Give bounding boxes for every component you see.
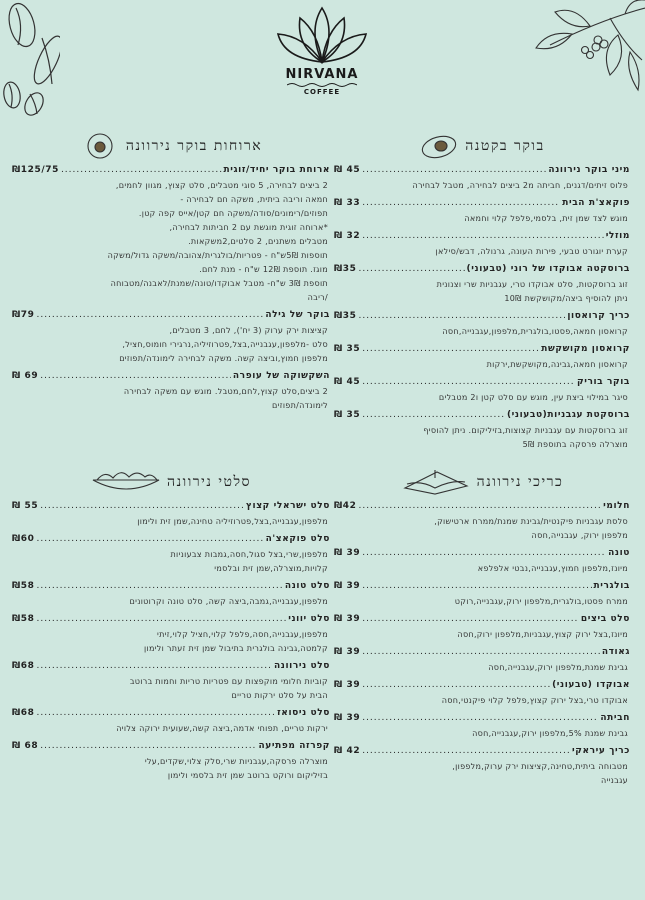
menu-item-price: ₪ 39 [334, 548, 361, 558]
menu-item-name: קפרזה מפתיעה [258, 741, 330, 751]
description-line: חמאה וריבה ביתית, משקה חם לבחירה - [180, 195, 328, 204]
section-title: בוקר בקטנה [465, 137, 545, 154]
description-line: קרואסון חמאה,פסטו,בולגרית,מלפפון,עגבנייה,חסה [442, 327, 628, 336]
menu-item [334, 745, 630, 788]
description-line: מלפפון,עגבנייה,חסה,פלפל קלוי,חציל קלוי,זיתי [157, 630, 328, 639]
menu-item-price: ₪ 39 [334, 680, 361, 690]
dot-leader [358, 310, 565, 323]
menu-item-price: ₪ 42 [334, 746, 361, 756]
section-salads [12, 468, 330, 783]
section-header [12, 132, 330, 160]
menu-item-row [334, 197, 630, 210]
menu-item-description [334, 212, 630, 226]
menu-item-price: ₪ 68 [12, 741, 39, 751]
menu-item-price: ₪58 [12, 614, 35, 624]
menu-item-description [12, 675, 330, 703]
menu-item-name: טונה [608, 548, 630, 558]
menu-item [12, 613, 330, 656]
menu-item-name: אבוקדו (טבעוני) [552, 680, 630, 690]
description-line: מלפפון ירוק, עגבנייה,חסה [531, 531, 628, 540]
menu-item-name: פוקאצ'ת הבית [562, 198, 630, 208]
menu-item-description [334, 727, 630, 741]
section-title: כריכי נירוונה [476, 473, 564, 490]
menu-item-name: בולגרית [593, 581, 630, 591]
menu-item-name: ברוסקטת עגבניות(טבעוני) [506, 410, 630, 420]
dot-leader [362, 547, 606, 560]
dot-leader [362, 164, 546, 177]
menu-item-row [12, 309, 330, 322]
section-title: סלטי נירוונה [167, 473, 251, 490]
menu-item-name: מיני בוקר נירוונה [548, 165, 630, 175]
menu-item [334, 376, 630, 405]
dot-leader [36, 533, 263, 546]
menu-item-description [12, 385, 330, 413]
menu-item-row [334, 580, 630, 593]
menu-item-description [334, 424, 630, 452]
description-line: תוספת 3₪ ש"ח- מטבל אבוקדו/טונה/שמנת/לאבנה/מטבוחה [110, 279, 328, 288]
description-line: פלוס זיתים/דגנים, חביתה מ2 ביצים לבחירה, מטבל לבחירה [412, 181, 628, 190]
description-line: מוצרלה פרסקה,עגבניות שרי,סלק צלוי,שקדים,עלי [144, 757, 328, 766]
coffee-branch-illustration [530, 0, 645, 95]
menu-item-price: ₪35 [334, 311, 357, 321]
menu-item-price: ₪58 [12, 581, 35, 591]
menu-item-row [334, 646, 630, 659]
menu-item-row [334, 164, 630, 177]
menu-item-price: ₪79 [12, 310, 35, 320]
menu-item-row [12, 613, 330, 626]
menu-item-row [12, 707, 330, 720]
menu-item-description [334, 595, 630, 609]
description-line: מלפפון,עגבנייה,בצל,פטרוזיליה טחינה,שמן זית ולימון [137, 517, 328, 526]
menu-item-price: ₪125/75 [12, 165, 59, 175]
menu-item [334, 263, 630, 306]
description-line: מלפפון חמוץ,וביצה קשה. משקה לבחירה לימונדה/תפוזים [119, 354, 328, 363]
menu-item-description [334, 245, 630, 259]
menu-item-price: ₪ 45 [334, 165, 361, 175]
menu-item-name: קרואסון מקושקשת [541, 344, 630, 354]
menu-item-name: חביתה [600, 713, 630, 723]
menu-item-description [334, 694, 630, 708]
menu-item [12, 660, 330, 703]
menu-item-price: ₪ 39 [334, 647, 361, 657]
menu-item-row [334, 613, 630, 626]
menu-item [12, 370, 330, 413]
menu-item-name: סלט טונה [284, 581, 330, 591]
description-line: זוג ברוסקטות, סלט אבוקדו טרי, עגבניות שרי וצנונית [436, 280, 628, 289]
brand-subtitle: COFFEE [303, 88, 341, 96]
description-line: מיונז,מלפפון חמוץ,עגבנייה,נבטי אלפלפא [477, 564, 628, 573]
avocado-icon [419, 132, 459, 160]
menu-item [334, 409, 630, 452]
description-line: הבית על סלט ירקות טריים [231, 691, 328, 700]
menu-item [334, 500, 630, 543]
description-line: מוצרלה פרסקה בתוספת 5₪ [522, 440, 628, 449]
brand-logo [272, 4, 372, 96]
section-header [12, 468, 330, 496]
menu-item [12, 309, 330, 366]
menu-item-price: ₪ 39 [334, 713, 361, 723]
dot-leader [362, 343, 539, 356]
description-line: 2 ביצים לבחירה, 5 סוגי מטבלים, סלט קצוץ, מגוון לחמים, [115, 181, 328, 190]
sandwich-icon [401, 468, 471, 496]
menu-item-price: ₪ 69 [12, 371, 39, 381]
menu-item-row [12, 533, 330, 546]
dot-leader [362, 409, 505, 422]
dot-leader [36, 580, 282, 593]
menu-item-description [334, 628, 630, 642]
section-nirvana-breakfasts [12, 132, 330, 413]
menu-item-description [12, 722, 330, 736]
menu-item-name: סלט ישראלי קצוץ [245, 501, 330, 511]
menu-item-price: ₪ 35 [334, 344, 361, 354]
description-line: *ארוחה זוגית מוגשת עם 2 חביתות לבחירה, [169, 223, 328, 232]
description-line: מטבוחה ביתית,טחינה,קציצות ירק ערוק,מלפפון, [452, 762, 628, 771]
menu-item-price: ₪ 55 [12, 501, 39, 511]
description-line: מיונז,בצל ירוק קצוץ,עגבניות,מלפפון ירוק,חסה [457, 630, 628, 639]
description-line: תוספות 5₪ש"ח - פטריות/בולגרית/צהובה/משקה גדול/משקה [107, 251, 328, 260]
menu-item-price: ₪68 [12, 661, 35, 671]
menu-item [334, 580, 630, 609]
dot-leader [362, 580, 591, 593]
description-line: גבינת שמנת,מלפפון ירוק,עגבנייה,חסה [488, 663, 628, 672]
coffee-beans-illustration [0, 0, 60, 120]
menu-item-name: סלט נירוונה [274, 661, 330, 671]
menu-item-description [12, 548, 330, 576]
menu-item-description [12, 324, 330, 366]
menu-item-description [12, 755, 330, 783]
menu-item [334, 613, 630, 642]
description-line: מוגז. תוספת 12₪ ש"ח - מנת לחם. [199, 265, 328, 274]
menu-item-description [334, 391, 630, 405]
menu-item-description [12, 595, 330, 609]
description-line: קערת יוגורט טבעי, פירות העונה, גרנולה, דבש/סילאן [435, 247, 628, 256]
menu-item [334, 712, 630, 741]
menu-item-row [334, 712, 630, 725]
menu-item-row [12, 660, 330, 673]
description-line: קציצות ירק ערוק (3 יח'), לחם, 3 מטבלים, [169, 326, 328, 335]
menu-item [334, 646, 630, 675]
description-line: מטבלים משתנים, 2 סלטים,2משקאות. [188, 237, 328, 246]
menu-item-price: ₪ 39 [334, 581, 361, 591]
description-line: קלויות,מוצרלה,שמן זית ובלסמי [214, 564, 328, 573]
dot-leader [36, 707, 275, 720]
menu-item-name: מוזלי [605, 231, 630, 241]
menu-item-description [12, 179, 330, 305]
menu-item-name: סלט יווני [288, 614, 330, 624]
dot-leader [362, 230, 603, 243]
menu-item-row [334, 745, 630, 758]
dot-leader [36, 660, 272, 673]
avocado-icon [80, 132, 120, 160]
menu-item-row [334, 409, 630, 422]
section-small-breakfast [334, 132, 630, 452]
section-header [334, 468, 630, 496]
description-line: גבינת שמנת 5%,מלפפון ירוק,עגבנייה,חסה [472, 729, 628, 738]
menu-item [334, 310, 630, 339]
menu-item-row [12, 370, 330, 383]
description-line: ירקות טריים, תפוחי אדמה,ביצה קשה,שעועית ירוקה צלויה [116, 724, 328, 733]
menu-item-price: ₪ 32 [334, 231, 361, 241]
description-line: סיגר במילוי ביצת עין, מוגש עם סלט קטן ו2 מטבלים [438, 393, 628, 402]
menu-item-name: סלט ביצים [580, 614, 630, 624]
description-line: אבוקדו טרי,בצל ירוק קצוץ,פלפל קלוי פיקנטי,חסה [441, 696, 628, 705]
description-line: מוגש לצד שמן זית, בלסמי,פלפל קלוי וחמאה [464, 214, 628, 223]
menu-item-name: כריך קרואסון [567, 311, 630, 321]
menu-item-price: ₪42 [334, 501, 357, 511]
menu-item [334, 230, 630, 259]
menu-item-row [12, 740, 330, 753]
menu-item-description [12, 628, 330, 656]
dot-leader [358, 500, 601, 513]
dot-leader [61, 164, 222, 177]
menu-item-name: השקשוקה של עופרה [232, 371, 330, 381]
menu-item [334, 343, 630, 372]
menu-item [12, 707, 330, 736]
description-line: עגבנייה [600, 776, 628, 785]
menu-item-description [334, 179, 630, 193]
menu-item-row [334, 500, 630, 513]
section-sandwiches [334, 468, 630, 788]
description-line: בזיליקום ורוקט ברוטב שמן זית בלסמי ולימון [167, 771, 328, 780]
menu-item-description [334, 562, 630, 576]
brand-name: NIRVANA [285, 67, 359, 82]
menu-item-name: בוקר בוריק [576, 377, 630, 387]
menu-item-price: ₪ 35 [334, 410, 361, 420]
menu-item [12, 533, 330, 576]
dot-leader [362, 646, 600, 659]
menu-item-price: ₪ 33 [334, 198, 361, 208]
description-line: קרואסון חמאה,גבינה,מקושקשת,ירקות [486, 360, 628, 369]
description-line: קוביות חלומי מוקפצות עם פטריות טריות וחמות ברוטב [129, 677, 328, 686]
menu-item-row [334, 679, 630, 692]
dot-leader [362, 613, 579, 626]
menu-item-description [334, 278, 630, 306]
description-line: /ריבה [307, 293, 328, 302]
menu-item [334, 164, 630, 193]
menu-item [12, 740, 330, 783]
menu-item-row [334, 376, 630, 389]
dot-leader [362, 197, 560, 210]
menu-item-row [12, 500, 330, 513]
menu-item-name: בוקר של גילה [265, 310, 330, 320]
menu-item [334, 197, 630, 226]
menu-item [12, 500, 330, 529]
salad-bowl-icon [91, 468, 161, 496]
description-line: זוג ברוסקטות עם עגבניות קצוצות,בזיליקום. ניתן להוסיף [423, 426, 628, 435]
description-line: תפוזים/רימונים/סודה/משקה חם קטן/אייס קפה קטן. [138, 209, 328, 218]
menu-item-row [334, 230, 630, 243]
menu-item [12, 580, 330, 609]
menu-item [334, 679, 630, 708]
menu-item-row [334, 310, 630, 323]
menu-item-name: חלומי [603, 501, 630, 511]
menu-item [12, 164, 330, 305]
dot-leader [358, 263, 464, 276]
menu-item-name: גאודה [601, 647, 630, 657]
dot-leader [40, 370, 231, 383]
menu-item-row [12, 580, 330, 593]
menu-item-description [12, 515, 330, 529]
dot-leader [40, 740, 256, 753]
dot-leader [362, 376, 575, 389]
menu-item-description [334, 661, 630, 675]
menu-item-price: ₪35 [334, 264, 357, 274]
dot-leader [36, 613, 286, 626]
menu-item-description [334, 325, 630, 339]
menu-item-name: ברוסקטה אבוקדו של רוני (טבעוני) [466, 264, 630, 274]
menu-item-row [12, 164, 330, 177]
dot-leader [362, 679, 550, 692]
dot-leader [362, 712, 598, 725]
menu-item [334, 547, 630, 576]
menu-item-name: ארוחת בוקר יחיד/זוגית [223, 165, 330, 175]
menu-item-price: ₪ 39 [334, 614, 361, 624]
menu-item-price: ₪60 [12, 534, 35, 544]
menu-item-price: ₪68 [12, 708, 35, 718]
section-header [334, 132, 630, 160]
lotus-icon [274, 4, 370, 66]
description-line: מלפפון,עגבנייה,גמבה,ביצה קשה, סלט טונה וקרוטונים [129, 597, 328, 606]
menu-item-description [334, 358, 630, 372]
menu-item-row [334, 343, 630, 356]
description-line: ממרח פסטו,בולגרית,מלפפון ירוק,עגבנייה,רוקט [454, 597, 628, 606]
dot-leader [36, 309, 263, 322]
menu-item-row [334, 263, 630, 276]
menu-item-name: סלט פוקאצ'ה [265, 534, 330, 544]
description-line: קלמטה,גבינה בולגרית בתיבול שמן זית זעתר ולימון [143, 644, 328, 653]
menu-item-name: כריך עיראקי [572, 746, 630, 756]
section-title: ארוחות בוקר נירוונה [125, 137, 263, 154]
description-line: לימונדה/תפוזים [272, 401, 328, 410]
menu-item-row [334, 547, 630, 560]
description-line: סלט -מלפפון,עגבנייה,בצל,פטרוזיליה,נרגירי חומוס,חציל, [122, 340, 328, 349]
dot-leader [362, 745, 570, 758]
menu-item-description [334, 515, 630, 543]
description-line: ניתן להוסיף ביצה/מקושקשת 10₪ [504, 294, 628, 303]
description-line: מלפפון,שרי,בצל סגול,חסה,גמבות צבעוניות [170, 550, 328, 559]
description-line: סלסת עגבניות פיקנטית/גבינת שמנת/ממרח ארטישוק, [434, 517, 628, 526]
menu-item-name: סלט ניסואז [277, 708, 330, 718]
menu-item-price: ₪ 45 [334, 377, 361, 387]
description-line: 2 ביצים,סלט קצוץ,לחם,מטבל. מוגש עם משקה לבחירה [123, 387, 328, 396]
dot-leader [40, 500, 244, 513]
menu-item-description [334, 760, 630, 788]
